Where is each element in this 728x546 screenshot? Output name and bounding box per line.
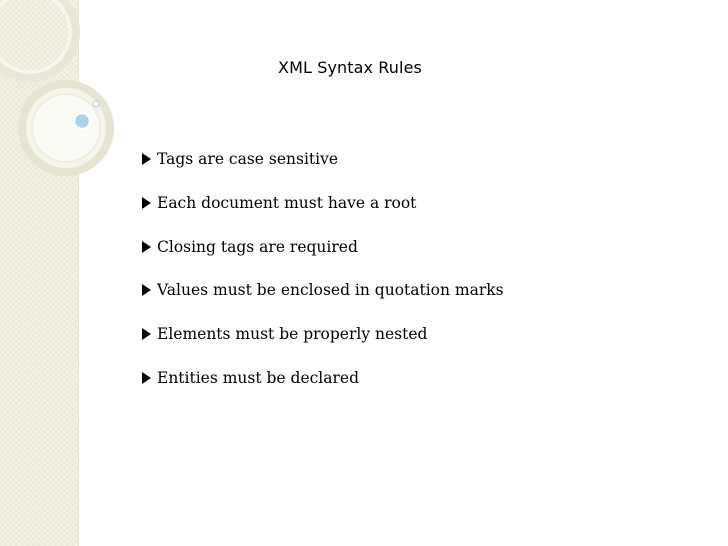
bullet-text: Elements must be properly nested	[157, 325, 428, 344]
bullet-text: Closing tags are required	[157, 237, 358, 256]
bullet-text: Tags are case sensitive	[157, 150, 339, 168]
small-dot	[93, 101, 99, 107]
arrow-bullet-icon	[142, 372, 151, 384]
arrow-bullet-icon	[142, 241, 151, 253]
arrow-bullet-icon	[142, 153, 151, 165]
accent-dot	[74, 113, 90, 129]
bullet-text: Each document must have a root	[157, 193, 417, 212]
decorative-rings	[0, 0, 140, 200]
arrow-bullet-icon	[142, 197, 151, 209]
bullet-text: Entities must be declared	[157, 368, 360, 387]
bullet-item	[142, 325, 504, 369]
bullet-item	[142, 150, 504, 194]
bullet-item	[142, 281, 504, 325]
arrow-bullet-icon	[142, 284, 151, 296]
bullet-item	[142, 369, 504, 413]
bullet-text: Values must be enclosed in quotation marks	[157, 281, 504, 300]
bullet-item	[142, 194, 504, 238]
bullet-list	[142, 150, 504, 413]
slide-title: XML Syntax Rules	[278, 58, 422, 77]
arrow-bullet-icon	[142, 328, 151, 340]
bullet-item	[142, 238, 504, 282]
